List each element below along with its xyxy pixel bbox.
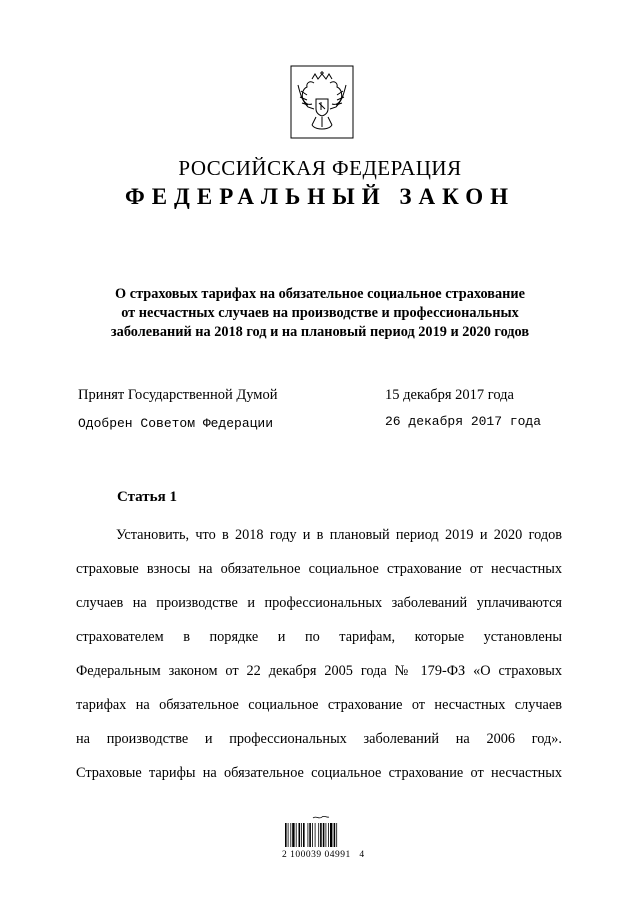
barcode-bar — [292, 823, 294, 847]
article-line: тарифах на обязательное социальное страхование от несчастных случаев — [76, 697, 562, 713]
barcode-bar — [336, 823, 337, 847]
barcode-icon — [283, 815, 359, 849]
duma-adoption-label: Принят Государственной Думой — [78, 387, 278, 403]
article-line: страховые взносы на обязательное социальное страхование от несчастных — [76, 561, 562, 577]
barcode-bar — [303, 823, 305, 847]
article-line: на производстве и профессиональных заболеваний на 2006 год». — [76, 731, 562, 747]
barcode-bar — [326, 823, 327, 847]
article-line: страхователем в порядке и по тарифам, которые установлены — [76, 629, 562, 645]
barcode-bar — [320, 823, 322, 847]
article-line: Установить, что в 2018 году и в плановый период 2019 и 2020 годов — [116, 527, 562, 543]
barcode-bar — [334, 823, 336, 847]
council-approval-label: Одобрен Советом Федерации — [78, 416, 274, 431]
law-title-line: от несчастных случаев на производстве и профессиональных — [121, 305, 519, 321]
barcode-bar — [309, 823, 311, 847]
barcode-bar — [312, 823, 313, 847]
country-name: РОССИЙСКАЯ ФЕДЕРАЦИЯ — [178, 156, 462, 180]
barcode-bar — [315, 823, 316, 847]
law-title — [80, 285, 560, 342]
barcode-bar — [299, 823, 301, 847]
barcode-bar — [285, 823, 287, 847]
document-type: ФЕДЕРАЛЬНЫЙ ЗАКОН — [124, 184, 516, 209]
barcode-bar — [301, 823, 302, 847]
barcode-bar — [290, 823, 291, 847]
barcode-bar — [323, 823, 325, 847]
duma-adoption-date: 15 декабря 2017 года — [385, 387, 514, 403]
barcode-bar — [328, 823, 329, 847]
article-line: Федеральным законом от 22 декабря 2005 года № 179-ФЗ «О страховых — [76, 663, 562, 679]
council-approval-date: 26 декабря 2017 года — [385, 414, 542, 429]
barcode-bar — [330, 823, 332, 847]
law-title-line: О страховых тарифах на обязательное социальное страхование — [115, 286, 525, 302]
barcode-bar — [288, 823, 289, 847]
article-heading: Статья 1 — [117, 489, 177, 505]
law-title-line: заболеваний на 2018 год и на плановый период 2019 и 2020 годов — [110, 324, 530, 340]
article-line: случаев на производстве и профессиональных заболеваний уплачиваются — [76, 595, 562, 611]
barcode-bar — [318, 823, 319, 847]
barcode-bar — [296, 823, 297, 847]
barcode-bar — [308, 823, 309, 847]
article-line: Страховые тарифы на обязательное социальное страхование от несчастных — [76, 765, 562, 781]
barcode-number: 2 100039 04991 4 — [282, 850, 365, 860]
coat-of-arms-icon — [290, 65, 354, 139]
